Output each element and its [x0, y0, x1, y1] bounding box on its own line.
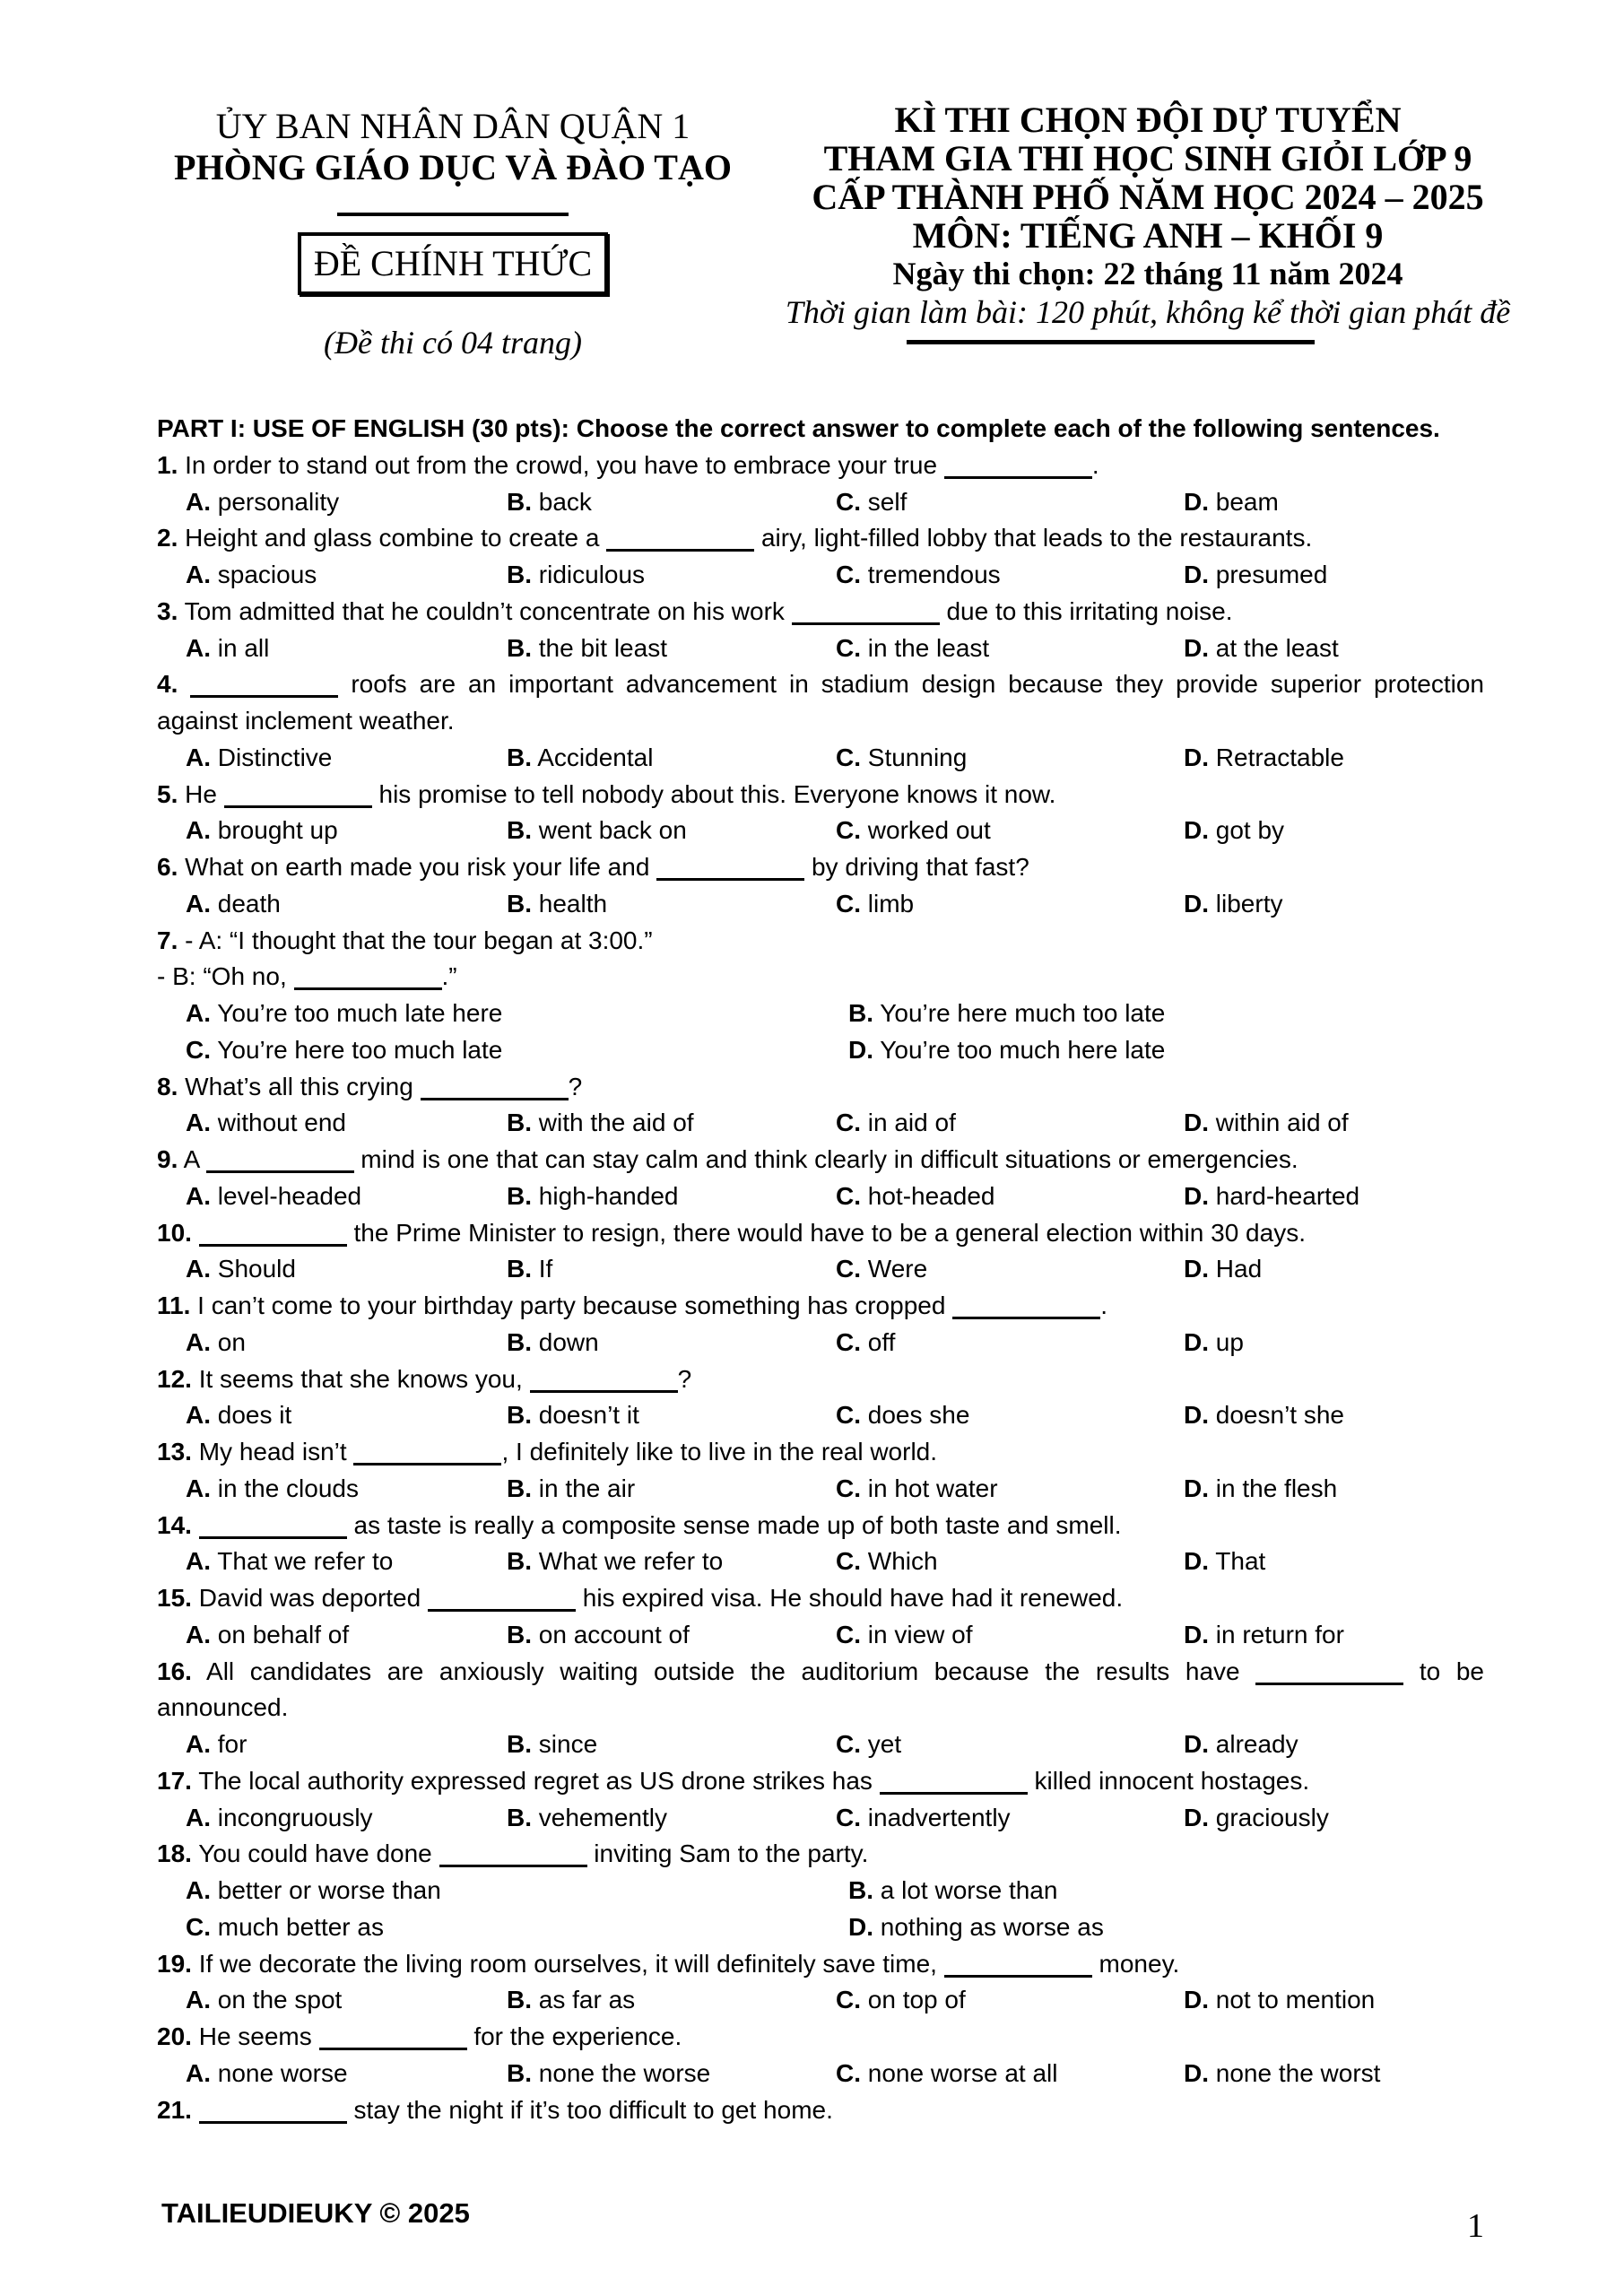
option-letter: C. — [836, 1620, 861, 1648]
blank-line — [428, 1609, 576, 1612]
option-letter: B. — [507, 487, 532, 516]
option-item: A. brought up — [186, 816, 338, 845]
question-row — [157, 1288, 1484, 1361]
exam-title-line3: CẤP THÀNH PHỐ NĂM HỌC 2024 – 2025 — [812, 177, 1484, 217]
question-number: 8. — [157, 1072, 178, 1100]
option-letter: D. — [1184, 487, 1209, 516]
option-item: C. Which — [836, 1547, 938, 1576]
pages-count-note: (Đề thi có 04 trang) — [324, 325, 582, 361]
option-item: C. self — [836, 487, 908, 516]
option-item: A. on — [186, 1327, 246, 1356]
options-row — [157, 484, 1484, 521]
option-letter: D. — [1184, 1327, 1209, 1356]
option-letter: B. — [507, 743, 532, 771]
question-text: 16. All candidates are anxiously waiting outside the auditorium because the results have to be announced. — [157, 1657, 1484, 1722]
options-row — [157, 1251, 1484, 1288]
option-letter: C. — [836, 561, 861, 588]
exam-body — [157, 411, 1484, 2128]
option-letter: D. — [1184, 1730, 1209, 1758]
question-number: 20. — [157, 2022, 192, 2050]
options-row — [157, 813, 1484, 849]
question-text: 6. What on earth made you risk your life and by driving that fast? — [157, 853, 1029, 881]
option-item: A. personality — [186, 487, 340, 516]
option-item: D. at the least — [1184, 633, 1339, 662]
options-row — [157, 1873, 1484, 1909]
footer-brand: TAILIEUDIEUKY © 2025 — [161, 2197, 470, 2229]
option-letter: A. — [186, 816, 211, 845]
question-text: 1. In order to stand out from the crowd, you have to embrace your true . — [157, 450, 1099, 479]
option-item: D. got by — [1184, 816, 1285, 845]
question-number: 4. — [157, 670, 178, 699]
official-exam-stamp-label: ĐỀ CHÍNH THỨC — [313, 243, 593, 283]
blank-line — [1255, 1683, 1403, 1685]
option-letter: B. — [507, 1620, 532, 1648]
option-item: D. in the flesh — [1184, 1474, 1338, 1502]
question-number: 12. — [157, 1364, 192, 1393]
option-item: B. a lot worse than — [848, 1876, 1058, 1904]
option-letter: C. — [836, 2058, 861, 2087]
options-row — [157, 1397, 1484, 1434]
option-letter: A. — [186, 1181, 211, 1210]
blank-line — [199, 2121, 347, 2124]
exam-date-line: Ngày thi chọn: 22 tháng 11 năm 2024 — [892, 256, 1403, 291]
option-item: A. none worse — [186, 2058, 348, 2087]
question-number: 7. — [157, 926, 178, 954]
option-item: D. hard-hearted — [1184, 1181, 1360, 1210]
option-letter: A. — [186, 1401, 211, 1430]
header-left — [161, 106, 744, 363]
question-row — [157, 666, 1484, 776]
option-letter: B. — [507, 1181, 532, 1210]
page-number: 1 — [1467, 2207, 1484, 2245]
option-item: B. Accidental — [507, 743, 654, 771]
question-row — [157, 520, 1484, 594]
option-letter: D. — [1184, 1620, 1209, 1648]
question-text: 15. David was deported his expired visa. He should have had it renewed. — [157, 1584, 1124, 1612]
blank-line — [792, 622, 940, 625]
options-row — [157, 886, 1484, 923]
option-item: A. spacious — [186, 561, 317, 588]
question-number: 6. — [157, 853, 178, 881]
option-item: D. You’re too much here late — [848, 1035, 1166, 1064]
blank-line — [199, 1536, 347, 1539]
option-letter: B. — [507, 1255, 532, 1283]
question-text: 20. He seems for the experience. — [157, 2022, 682, 2050]
option-item: D. presumed — [1184, 561, 1328, 588]
blank-line — [206, 1170, 354, 1173]
options-row — [157, 1032, 1484, 1069]
option-item: A. Distinctive — [186, 743, 333, 771]
option-letter: C. — [836, 487, 861, 516]
option-letter: D. — [848, 1912, 873, 1941]
question-number: 5. — [157, 779, 178, 808]
option-item: C. limb — [836, 889, 915, 918]
option-item: A. in all — [186, 633, 270, 662]
option-letter: C. — [836, 1547, 861, 1576]
options-row — [157, 1544, 1484, 1580]
option-item: A. You’re too much late here — [186, 999, 503, 1027]
option-item: A. on behalf of — [186, 1620, 350, 1648]
option-item: C. yet — [836, 1730, 902, 1758]
option-item: B. as far as — [507, 1986, 636, 2014]
blank-line — [224, 805, 372, 808]
blank-line — [199, 1244, 347, 1247]
question-text: 18. You could have done inviting Sam to the party. — [157, 1839, 869, 1868]
option-item: B. health — [507, 889, 608, 918]
question-text: 2. Height and glass combine to create a airy, light-filled lobby that leads to the restaurants. — [157, 524, 1313, 552]
option-letter: A. — [186, 1803, 211, 1831]
options-row — [157, 1800, 1484, 1837]
options-row — [157, 1325, 1484, 1361]
question-row — [157, 2019, 1484, 2092]
question-text: 10. the Prime Minister to resign, there would have to be a general election within 30 days. — [157, 1218, 1306, 1247]
blank-line — [421, 1098, 569, 1100]
option-letter: B. — [507, 1986, 532, 2014]
option-item: B. since — [507, 1730, 598, 1758]
question-text: 9. A mind is one that can stay calm and think clearly in difficult situations or emergencies. — [157, 1145, 1298, 1173]
option-letter: B. — [507, 633, 532, 662]
option-item: B. You’re here much too late — [848, 999, 1166, 1027]
option-letter: C. — [836, 1327, 861, 1356]
left-divider-line — [337, 213, 569, 216]
question-row — [157, 1654, 1484, 1763]
question-number: 11. — [157, 1292, 191, 1319]
question-text: 7. - A: “I thought that the tour began at 3:00.” — [157, 926, 653, 954]
option-letter: B. — [507, 816, 532, 845]
option-letter: D. — [1184, 1547, 1209, 1576]
part-heading: PART I: USE OF ENGLISH (30 pts): Choose the correct answer to complete each of the following sentences. — [157, 414, 1440, 442]
option-letter: A. — [186, 1109, 211, 1137]
option-item: D. within aid of — [1184, 1109, 1349, 1137]
option-letter: C. — [836, 1181, 861, 1210]
header-right — [780, 100, 1515, 344]
option-item: B. If — [507, 1255, 553, 1283]
option-item: C. on top of — [836, 1986, 966, 2014]
option-letter: D. — [1184, 1474, 1209, 1502]
option-letter: C. — [836, 1255, 861, 1283]
option-letter: C. — [836, 816, 861, 845]
option-item: C. in view of — [836, 1620, 973, 1648]
question-number: 2. — [157, 524, 178, 552]
questions-list — [157, 448, 1484, 2129]
option-item: D. Had — [1184, 1255, 1263, 1283]
option-letter: C. — [836, 1109, 861, 1137]
option-letter: B. — [507, 1327, 532, 1356]
option-letter: B. — [507, 1730, 532, 1758]
option-item: C. inadvertently — [836, 1803, 1011, 1831]
question-text: 12. It seems that she knows you, ? — [157, 1364, 692, 1393]
option-letter: B. — [848, 1876, 873, 1904]
question-text: 19. If we decorate the living room ourselves, it will definitely save time, money. — [157, 1949, 1180, 1978]
option-item: C. much better as — [186, 1912, 384, 1941]
question-text: 11. I can’t come to your birthday party because something has cropped . — [157, 1292, 1107, 1319]
option-item: A. better or worse than — [186, 1876, 441, 1904]
option-letter: B. — [507, 1803, 532, 1831]
question-row — [157, 1836, 1484, 1945]
option-item: B. back — [507, 487, 592, 516]
option-item: D. in return for — [1184, 1620, 1344, 1648]
options-row — [157, 1471, 1484, 1508]
option-item: D. graciously — [1184, 1803, 1329, 1831]
option-letter: B. — [507, 1547, 532, 1576]
blank-line — [606, 549, 754, 552]
blank-line — [952, 1317, 1100, 1319]
option-item: C. none worse at all — [836, 2058, 1058, 2087]
option-letter: A. — [186, 889, 211, 918]
question-row — [157, 777, 1484, 850]
option-letter: D. — [1184, 633, 1209, 662]
options-row — [157, 1617, 1484, 1654]
option-item: A. without end — [186, 1109, 346, 1137]
options-row — [157, 2056, 1484, 2092]
option-letter: C. — [836, 1401, 861, 1430]
question-number: 18. — [157, 1839, 192, 1868]
option-letter: A. — [186, 1255, 211, 1283]
option-item: C. worked out — [836, 816, 991, 845]
option-letter: D. — [1184, 1109, 1209, 1137]
option-letter: A. — [186, 1730, 211, 1758]
option-item: C. does she — [836, 1401, 970, 1430]
blank-line — [319, 2048, 467, 2050]
blank-line — [880, 1792, 1028, 1795]
question-number: 15. — [157, 1584, 192, 1612]
option-letter: D. — [1184, 1803, 1209, 1831]
question-row — [157, 1946, 1484, 2020]
option-letter: D. — [1184, 1401, 1209, 1430]
option-item: B. ridiculous — [507, 561, 646, 588]
option-item: D. beam — [1184, 487, 1279, 516]
option-item: C. tremendous — [836, 561, 1001, 588]
option-letter: D. — [1184, 816, 1209, 845]
question-number: 16. — [157, 1657, 192, 1685]
option-letter: B. — [507, 1401, 532, 1430]
option-item: C. in hot water — [836, 1474, 998, 1502]
question-number: 9. — [157, 1145, 178, 1173]
question-row — [157, 923, 1484, 1069]
option-letter: D. — [1184, 2058, 1209, 2087]
official-exam-stamp-box — [298, 232, 608, 295]
options-row — [157, 1178, 1484, 1215]
option-item: B. high-handed — [507, 1181, 679, 1210]
option-item: B. vehemently — [507, 1803, 667, 1831]
option-letter: B. — [507, 2058, 532, 2087]
question-row — [157, 1142, 1484, 1215]
option-item: B. on account of — [507, 1620, 690, 1648]
options-row — [157, 1982, 1484, 2019]
question-row — [157, 1763, 1484, 1837]
option-letter: D. — [1184, 561, 1209, 588]
option-letter: B. — [507, 889, 532, 918]
option-item: C. You’re here too much late — [186, 1035, 503, 1064]
option-item: A. Should — [186, 1255, 296, 1283]
option-letter: C. — [836, 743, 861, 771]
blank-line — [656, 878, 804, 881]
question-row — [157, 849, 1484, 923]
option-item: B. What we refer to — [507, 1547, 724, 1576]
blank-line — [944, 476, 1092, 479]
option-letter: B. — [507, 1474, 532, 1502]
option-letter: A. — [186, 1876, 211, 1904]
option-letter: D. — [1184, 1255, 1209, 1283]
question-number: 17. — [157, 1766, 192, 1795]
option-letter: C. — [836, 1730, 861, 1758]
blank-line — [439, 1865, 587, 1867]
question-number: 10. — [157, 1218, 192, 1247]
option-letter: C. — [836, 1986, 861, 2014]
right-divider-line — [907, 340, 1315, 344]
exam-title-line1: KÌ THI CHỌN ĐỘI DỰ TUYỂN — [894, 100, 1402, 140]
exam-subject-line: MÔN: TIẾNG ANH – KHỐI 9 — [912, 215, 1384, 256]
option-item: A. in the clouds — [186, 1474, 359, 1502]
question-row — [157, 2092, 1484, 2129]
question-text: 4. roofs are an important advancement in stadium design because they provide superior protection against inclement weather. — [157, 670, 1485, 735]
question-row — [157, 594, 1484, 667]
option-item: B. in the air — [507, 1474, 636, 1502]
option-item: B. down — [507, 1327, 599, 1356]
option-item: B. the bit least — [507, 633, 667, 662]
question-row — [157, 1508, 1484, 1581]
question-text: 17. The local authority expressed regret as US drone strikes has killed innocent hostages. — [157, 1766, 1310, 1795]
question-number: 1. — [157, 450, 178, 479]
options-row — [157, 1726, 1484, 1763]
option-item: A. on the spot — [186, 1986, 343, 2014]
options-row — [157, 557, 1484, 594]
question-text: 5. He his promise to tell nobody about this. Everyone knows it now. — [157, 779, 1056, 808]
option-item: D. doesn’t she — [1184, 1401, 1344, 1430]
question-text: 14. as taste is really a composite sense made up of both taste and smell. — [157, 1510, 1122, 1539]
option-item: C. off — [836, 1327, 896, 1356]
option-item: D. liberty — [1184, 889, 1283, 918]
option-letter: A. — [186, 561, 211, 588]
option-letter: A. — [186, 633, 211, 662]
options-row — [157, 996, 1484, 1032]
options-row — [157, 631, 1484, 667]
question-text: 3. Tom admitted that he couldn’t concentrate on his work due to this irritating noise. — [157, 596, 1233, 625]
question-number: 3. — [157, 596, 178, 625]
question-row — [157, 1215, 1484, 1289]
option-item: D. up — [1184, 1327, 1244, 1356]
option-letter: A. — [186, 743, 211, 771]
org-name-line1: ỦY BAN NHÂN DÂN QUẬN 1 — [215, 106, 690, 146]
question-number: 13. — [157, 1438, 192, 1465]
option-letter: A. — [186, 1620, 211, 1648]
option-letter: C. — [836, 1803, 861, 1831]
question-row — [157, 1580, 1484, 1654]
option-item: C. in the least — [836, 633, 990, 662]
question-row — [157, 1361, 1484, 1435]
question-number: 21. — [157, 2095, 192, 2124]
option-letter: B. — [507, 1109, 532, 1137]
question-number: 19. — [157, 1949, 192, 1978]
option-item: A. death — [186, 889, 281, 918]
option-item: D. nothing as worse as — [848, 1912, 1104, 1941]
option-letter: C. — [836, 1474, 861, 1502]
option-letter: D. — [1184, 889, 1209, 918]
option-item: A. for — [186, 1730, 248, 1758]
option-letter: B. — [848, 999, 873, 1027]
option-letter: C. — [836, 889, 861, 918]
option-item: B. none the worse — [507, 2058, 711, 2087]
question-row — [157, 448, 1484, 521]
blank-line — [353, 1463, 501, 1465]
option-item: C. hot-headed — [836, 1181, 995, 1210]
question-text: - B: “Oh no, .” — [157, 962, 457, 991]
option-item: A. That we refer to — [186, 1547, 394, 1576]
option-letter: C. — [836, 633, 861, 662]
option-letter: B. — [507, 561, 532, 588]
option-letter: C. — [186, 1912, 211, 1941]
option-item: A. does it — [186, 1401, 292, 1430]
option-letter: A. — [186, 1327, 211, 1356]
option-letter: A. — [186, 487, 211, 516]
option-item: C. Were — [836, 1255, 928, 1283]
option-letter: A. — [186, 1547, 211, 1576]
exam-duration-line: Thời gian làm bài: 120 phút, không kể thời gian phát đề — [785, 294, 1511, 330]
option-letter: D. — [1184, 743, 1209, 771]
org-name-line2: PHÒNG GIÁO DỤC VÀ ĐÀO TẠO — [174, 147, 732, 187]
option-item: A. level-headed — [186, 1181, 362, 1210]
options-row — [157, 1909, 1484, 1946]
options-row — [157, 740, 1484, 777]
option-letter: D. — [1184, 1181, 1209, 1210]
option-letter: A. — [186, 1474, 211, 1502]
option-item: D. already — [1184, 1730, 1298, 1758]
blank-line — [190, 695, 338, 698]
option-letter: C. — [186, 1035, 211, 1064]
question-row — [157, 1069, 1484, 1143]
option-letter: D. — [848, 1035, 873, 1064]
option-item: B. with the aid of — [507, 1109, 694, 1137]
option-item: C. Stunning — [836, 743, 968, 771]
blank-line — [944, 1975, 1092, 1978]
option-letter: D. — [1184, 1986, 1209, 2014]
option-letter: A. — [186, 999, 211, 1027]
option-item: D. not to mention — [1184, 1986, 1376, 2014]
exam-title-line2: THAM GIA THI HỌC SINH GIỎI LỚP 9 — [823, 138, 1472, 178]
option-letter: A. — [186, 2058, 211, 2087]
option-item: D. none the worst — [1184, 2058, 1381, 2087]
question-text: 8. What’s all this crying ? — [157, 1072, 583, 1100]
blank-line — [530, 1390, 678, 1393]
question-number: 14. — [157, 1510, 192, 1539]
option-item: D. Retractable — [1184, 743, 1344, 771]
question-text: 13. My head isn’t , I definitely like to live in the real world. — [157, 1438, 938, 1465]
options-row — [157, 1105, 1484, 1142]
option-item: C. in aid of — [836, 1109, 956, 1137]
question-row — [157, 1434, 1484, 1508]
option-item: A. incongruously — [186, 1803, 373, 1831]
blank-line — [294, 987, 442, 990]
option-letter: A. — [186, 1986, 211, 2014]
option-item: B. went back on — [507, 816, 687, 845]
question-text: 21. stay the night if it’s too difficult to get home. — [157, 2095, 833, 2124]
option-item: D. That — [1184, 1547, 1266, 1576]
option-item: B. doesn’t it — [507, 1401, 639, 1430]
